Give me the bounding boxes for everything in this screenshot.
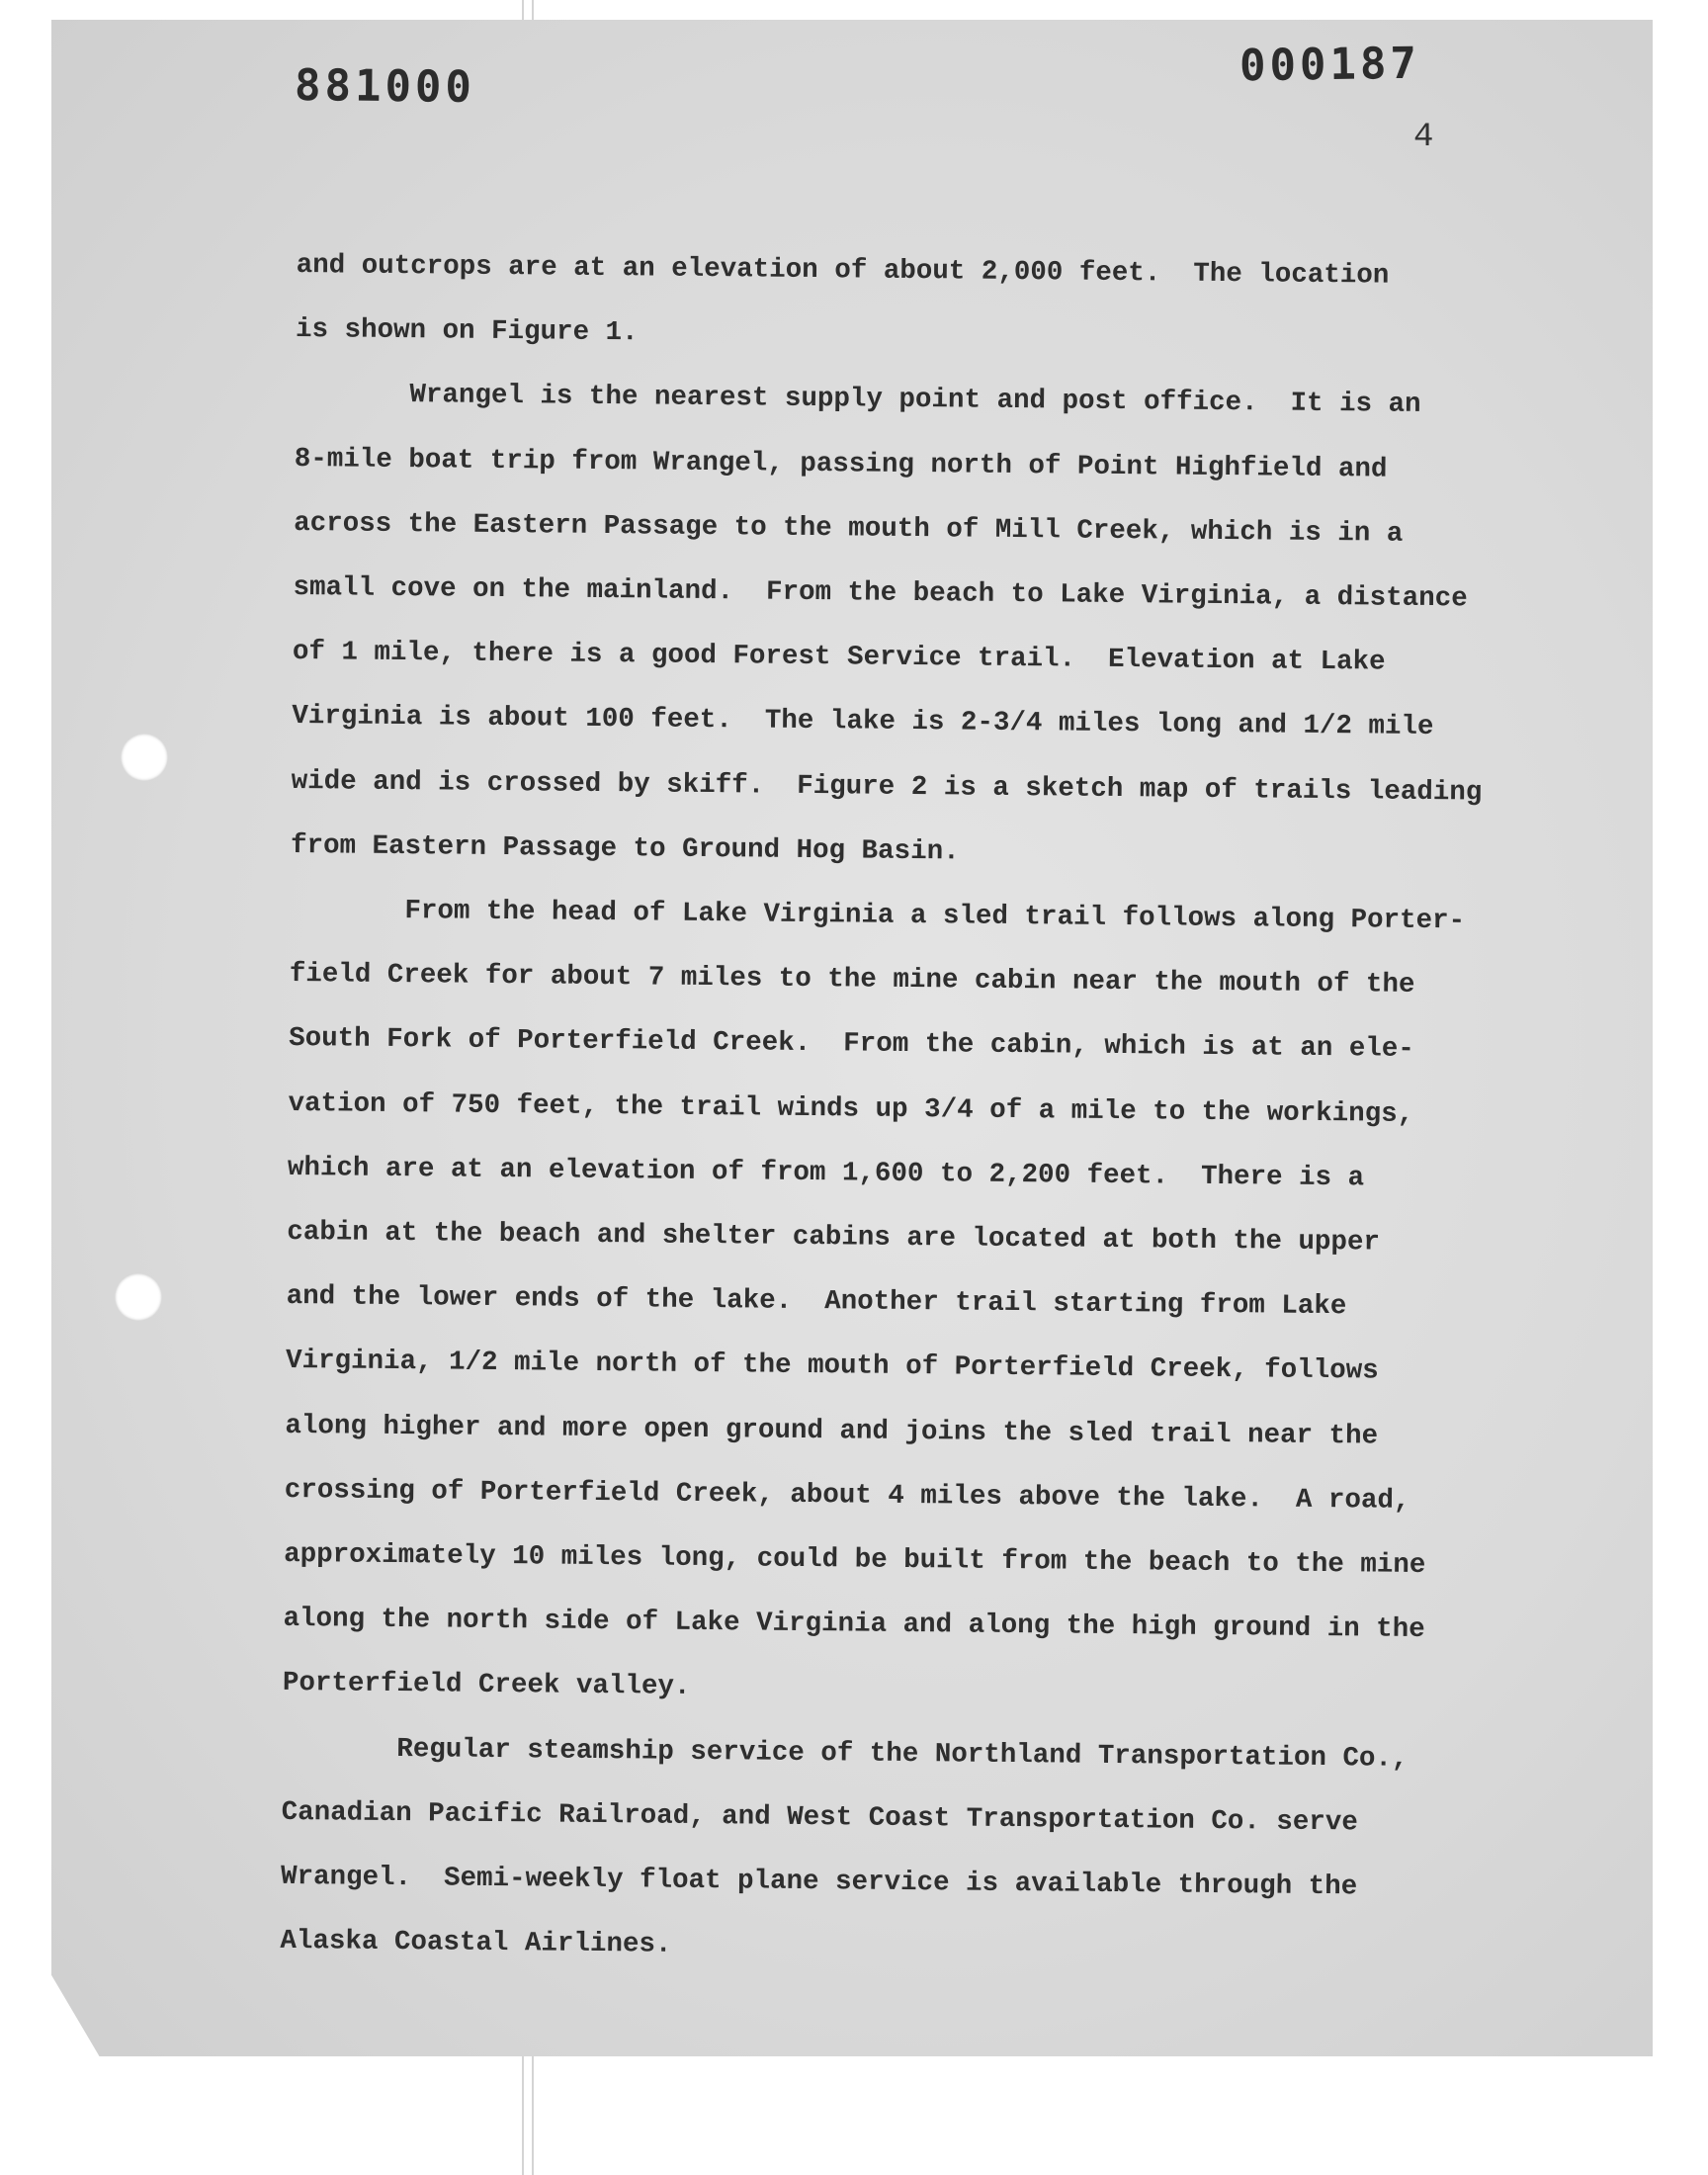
text-line: cabin at the beach and shelter cabins are located at both the upper: [287, 1217, 1381, 1259]
paragraph-1: [296, 233, 1532, 374]
text-line: Regular steamship service of the Northland Transportation Co.,: [396, 1733, 1409, 1775]
text-line: Virginia is about 100 feet. The lake is 2-3/4 miles long and 1/2 mile: [292, 701, 1434, 743]
text-line: is shown on Figure 1.: [295, 314, 639, 349]
text-line: small cove on the mainland. From the beach to Lake Virginia, a distance: [293, 571, 1468, 615]
page-number: 4: [1413, 119, 1434, 156]
text-line: crossing of Porterfield Creek, about 4 miles above the lake. A road,: [284, 1474, 1410, 1517]
document-stamp-left: 881000: [294, 60, 476, 113]
text-line: Virginia, 1/2 mile north of the mouth of Porterfield Creek, follows: [285, 1346, 1379, 1388]
text-line: From the head of Lake Virginia a sled trail follows along Porter-: [404, 896, 1466, 937]
text-line: Wrangel. Semi-weekly float plane service is available through the: [280, 1862, 1358, 1903]
text-line: Porterfield Creek valley.: [282, 1668, 691, 1703]
document-stamp-right: 000187: [1238, 38, 1421, 92]
body-text: [280, 233, 1532, 1985]
text-line: approximately 10 miles long, could be built from the beach to the mine: [284, 1539, 1426, 1582]
text-line: which are at an elevation of from 1,600 to 2,200 feet. There is a: [287, 1152, 1365, 1194]
text-line: South Fork of Porterfield Creek. From the cabin, which is at an ele-: [289, 1023, 1414, 1066]
text-line: from Eastern Passage to Ground Hog Basin.: [290, 829, 960, 868]
punch-hole: [121, 734, 168, 781]
text-line: along the north side of Lake Virginia and along the high ground in the: [283, 1604, 1425, 1646]
text-line: of 1 mile, there is a good Forest Service trail. Elevation at Lake: [292, 637, 1386, 678]
punch-hole: [115, 1273, 162, 1321]
text-line: along higher and more open ground and joins the sled trail near the: [285, 1410, 1379, 1452]
text-line: Alaska Coastal Airlines.: [280, 1926, 672, 1961]
text-line: Canadian Pacific Railroad, and West Coast Transportation Co. serve: [281, 1796, 1358, 1839]
text-line: and the lower ends of the lake. Another trail starting from Lake: [286, 1281, 1347, 1323]
paragraph-2: [291, 362, 1531, 890]
text-line: 8-mile boat trip from Wrangel, passing north of Point Highfield and: [294, 443, 1388, 485]
paragraph-3: [283, 878, 1526, 1728]
paragraph-4: [280, 1716, 1517, 1986]
text-line: and outcrops are at an elevation of about 2,000 feet. The location: [296, 249, 1390, 292]
text-line: across the Eastern Passage to the mouth of Mill Creek, which is in a: [294, 507, 1404, 550]
text-line: field Creek for about 7 miles to the mine cabin near the mouth of the: [289, 959, 1415, 1001]
text-line: wide and is crossed by skiff. Figure 2 is a sketch map of trails leading: [291, 765, 1483, 809]
text-line: vation of 750 feet, the trail winds up 3/4 of a mile to the workings,: [288, 1088, 1414, 1130]
text-line: Wrangel is the nearest supply point and post office. It is an: [409, 380, 1421, 421]
